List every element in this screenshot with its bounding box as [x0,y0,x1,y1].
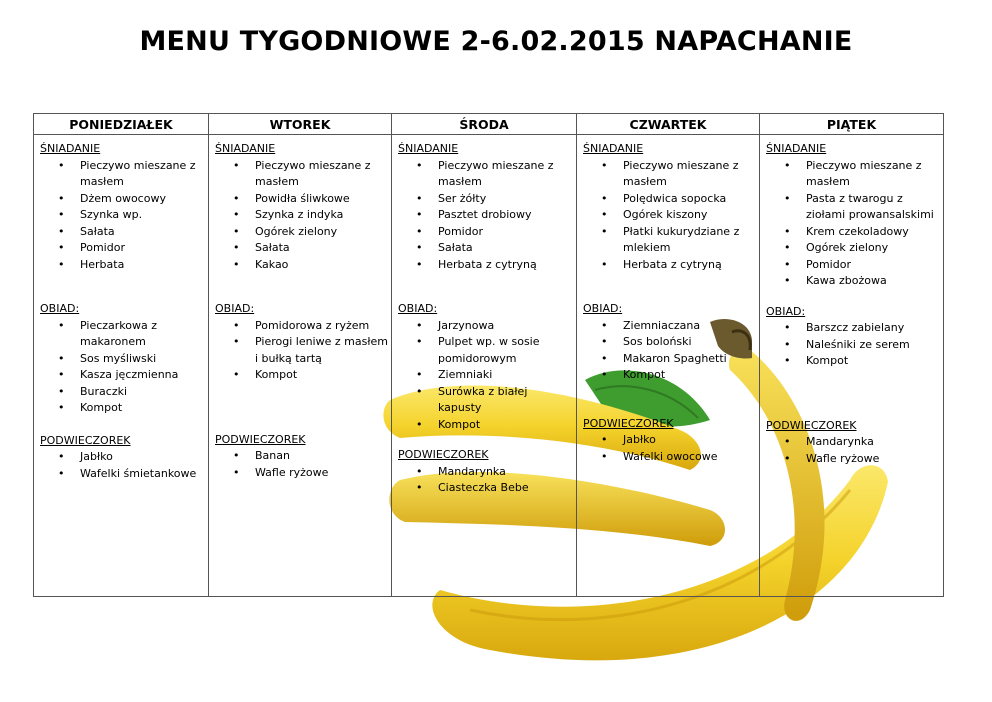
list-item: • Kompot [255,367,388,384]
list-item: • Herbata z cytryną [438,257,573,274]
list-item: • Pieczywo mieszane z masłem [438,158,573,191]
lunch-label: OBIAD: [215,302,255,315]
snack-label: PODWIECZOREK [215,432,306,446]
snack-label: PODWIECZOREK [583,416,674,430]
list-item: • Barszcz zabielany [806,320,940,337]
list-item: • Pomidor [80,240,205,257]
list-item: • Naleśniki ze serem [806,337,940,354]
list-item: • Pieczarkowa z makaronem [80,318,205,351]
list-item: • Buraczki [80,384,205,401]
day-header-monday: PONIEDZIAŁEK [34,114,209,135]
list-item: • Sałata [80,224,205,241]
lunch-section [583,301,756,384]
snack-section [398,447,573,497]
day-header-tuesday: WTOREK [209,114,392,135]
lunch-section [40,301,205,417]
lunch-section [215,301,388,384]
list-item: • Polędwica sopocka [623,191,756,208]
list-item: • Jabłko [623,432,756,449]
list-item: • Pasta z twarogu z ziołami prowansalskimi [806,191,940,224]
breakfast-label: ŚNIADANIE [215,142,276,155]
lunch-label: OBIAD: [398,302,438,315]
breakfast-label: ŚNIADANIE [40,142,101,155]
list-item: • Herbata z cytryną [623,257,756,274]
list-item: • Ogórek zielony [806,240,940,257]
list-item: • Pierogi leniwe z masłem i bułką tartą [255,334,388,367]
lunch-section [766,304,940,370]
day-cell-friday [760,135,944,597]
list-item: • Krem czekoladowy [806,224,940,241]
lunch-section [398,301,573,433]
snack-label: PODWIECZOREK [40,433,131,447]
list-item: • Jabłko [80,449,205,466]
list-item: • Ogórek zielony [255,224,388,241]
day-cell-wednesday [392,135,577,597]
list-item: • Szynka wp. [80,207,205,224]
list-item: • Pasztet drobiowy [438,207,573,224]
list-item: • Makaron Spaghetti [623,351,756,368]
list-item: • Powidła śliwkowe [255,191,388,208]
list-item: • Sałata [438,240,573,257]
list-item: • Kompot [623,367,756,384]
list-item: • Wafle ryżowe [255,465,388,482]
breakfast-label: ŚNIADANIE [766,142,827,155]
list-item: • Kawa zbożowa [806,273,940,290]
page-title: MENU TYGODNIOWE 2-6.02.2015 NAPACHANIE [139,26,853,57]
list-item: • Pieczywo mieszane z masłem [806,158,940,191]
list-item: • Pieczywo mieszane z masłem [255,158,388,191]
menu-row [34,135,944,597]
day-header-friday: PIĄTEK [760,114,944,135]
snack-label: PODWIECZOREK [398,448,489,461]
list-item: • Kompot [80,400,205,417]
list-item: • Pomidor [806,257,940,274]
breakfast-section [583,141,756,273]
day-cell-thursday [577,135,760,597]
list-item: • Mandarynka [438,464,573,481]
snack-label: PODWIECZOREK [766,418,857,432]
list-item: • Pomidor [438,224,573,241]
list-item: • Pieczywo mieszane z masłem [80,158,205,191]
list-item: • Wafelki śmietankowe [80,466,205,483]
list-item: • Kakao [255,257,388,274]
list-item: • Wafelki owocowe [623,449,756,466]
list-item: • Sos myśliwski [80,351,205,368]
snack-section [40,433,205,483]
list-item: • Mandarynka [806,434,940,451]
list-item: • Kompot [438,417,573,434]
list-item: • Herbata [80,257,205,274]
list-item: • Ziemniaki [438,367,573,384]
day-cell-tuesday [209,135,392,597]
snack-section [583,416,756,466]
list-item: • Ogórek kiszony [623,207,756,224]
breakfast-section [766,141,940,290]
list-item: • Jarzynowa [438,318,573,335]
lunch-label: OBIAD: [40,302,80,315]
list-item: • Ciasteczka Bebe [438,480,573,497]
menu-table [33,113,944,597]
lunch-label: OBIAD: [583,302,623,315]
day-cell-monday [34,135,209,597]
day-header-wednesday: ŚRODA [392,114,577,135]
list-item: • Wafle ryżowe [806,451,940,468]
list-item: • Dżem owocowy [80,191,205,208]
breakfast-label: ŚNIADANIE [583,142,644,155]
list-item: • Pomidorowa z ryżem [255,318,388,335]
day-header-row [34,114,944,135]
breakfast-label: ŚNIADANIE [398,142,459,155]
list-item: • Szynka z indyka [255,207,388,224]
snack-section [766,418,940,468]
breakfast-section [398,141,573,273]
lunch-label: OBIAD: [766,304,806,318]
list-item: • Kompot [806,353,940,370]
list-item: • Sałata [255,240,388,257]
snack-section [215,432,388,482]
list-item: • Płatki kukurydziane z mlekiem [623,224,756,257]
day-header-thursday: CZWARTEK [577,114,760,135]
list-item: • Ziemniaczana [623,318,756,335]
breakfast-section [40,141,205,273]
list-item: • Surówka z białej kapusty [438,384,573,417]
list-item: • Kasza jęczmienna [80,367,205,384]
list-item: • Banan [255,448,388,465]
list-item: • Pieczywo mieszane z masłem [623,158,756,191]
list-item: • Sos boloński [623,334,756,351]
breakfast-section [215,141,388,273]
list-item: • Pulpet wp. w sosie pomidorowym [438,334,573,367]
list-item: • Ser żółty [438,191,573,208]
